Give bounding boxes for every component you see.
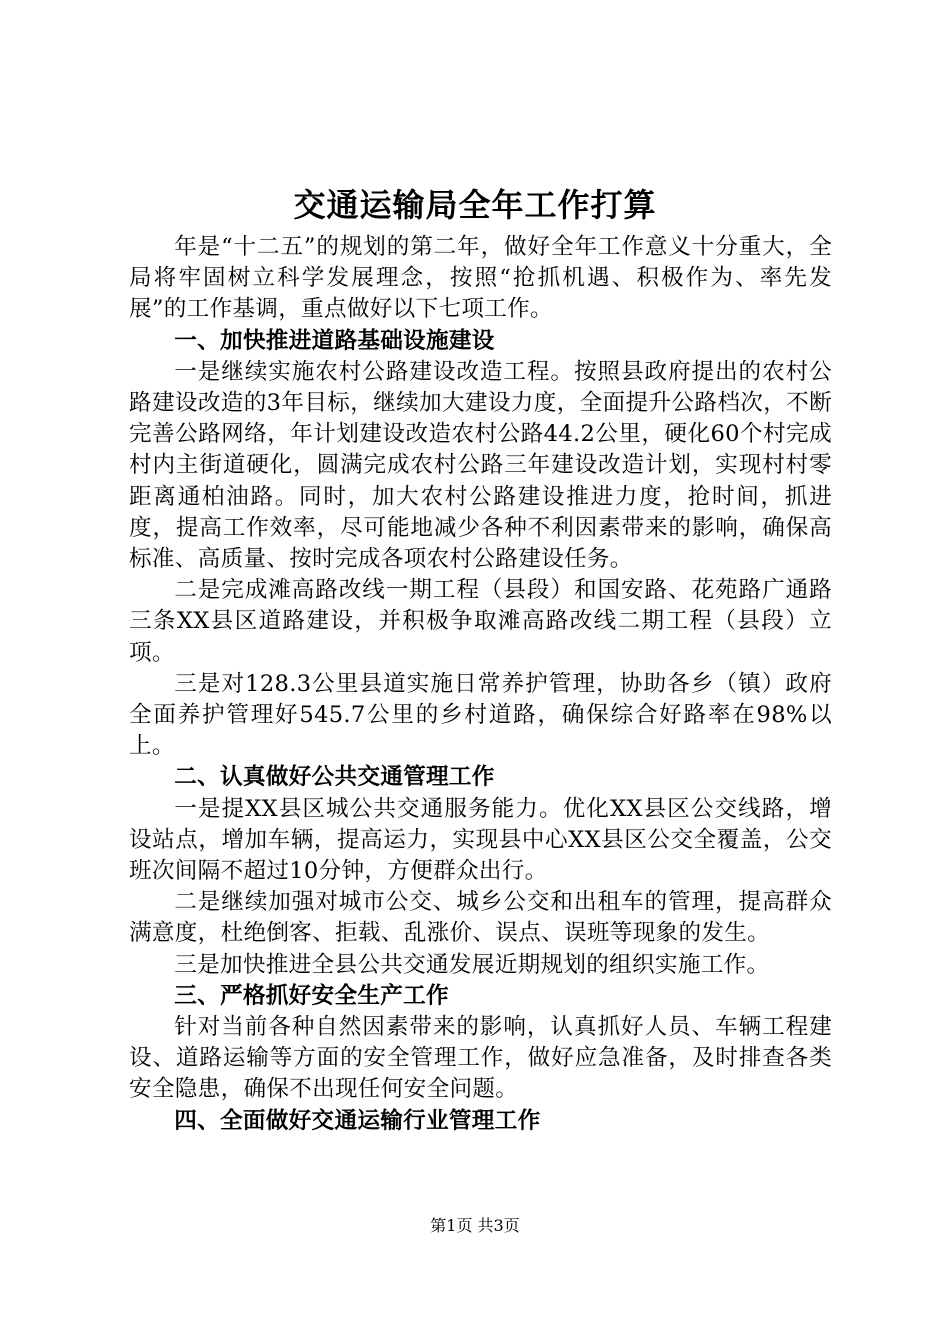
section-heading-2: 二、认真做好公共交通管理工作: [174, 764, 495, 791]
page-number-footer: 第1页 共3页: [430, 1216, 520, 1235]
document-body: [129, 232, 832, 1137]
paragraph-transit-2: 二是继续加强对城市公交、城乡公交和出租车的管理，提高群众满意度，杜绝倒客、拒载、乱涨价、误点、误班等现象的发生。: [129, 889, 832, 947]
section-heading-4: 四、全面做好交通运输行业管理工作: [174, 1107, 541, 1134]
section-heading-1: 一、加快推进道路基础设施建设: [174, 327, 495, 354]
section-heading-3: 三、严格抓好安全生产工作: [174, 982, 449, 1009]
paragraph-road-3: 三是对128.3公里县道实施日常养护管理，协助各乡（镇）政府全面养护管理好545.7公里的乡村道路，确保综合好路率在98%以上。: [129, 670, 832, 760]
paragraph-road-1: 一是继续实施农村公路建设改造工程。按照县政府提出的农村公路建设改造的3年目标，继续加大建设力度，全面提升公路档次，不断完善公路网络，年计划建设改造农村公路44.2公里，硬化60个村完成村内主街道硬化，圆满完成农村公路三年建设改造计划，实现村村零距离通柏油路。同时，加大农村公路建设推进力度，抢时间，抓进度，提高工作效率，尽可能地减少各种不利因素带来的影响，确保高标准、高质量、按时完成各项农村公路建设任务。: [129, 358, 832, 573]
intro-paragraph: 年是“十二五”的规划的第二年，做好全年工作意义十分重大，全局将牢固树立科学发展理念，按照“抢抓机遇、积极作为、率先发展”的工作基调，重点做好以下七项工作。: [129, 234, 832, 323]
paragraph-transit-3: 三是加快推进全县公共交通发展近期规划的组织实施工作。: [174, 951, 770, 978]
paragraph-road-2: 二是完成滩高路改线一期工程（县段）和国安路、花苑路广通路三条XX县区道路建设，并积极争取滩高路改线二期工程（县段）立项。: [129, 577, 832, 666]
paragraph-transit-1: 一是提XX县区城公共交通服务能力。优化XX县区公交线路，增设站点，增加车辆，提高运力，实现县中心XX县区公交全覆盖，公交班次间隔不超过10分钟，方便群众出行。: [129, 795, 833, 885]
paragraph-safety: 针对当前各种自然因素带来的影响，认真抓好人员、车辆工程建设、道路运输等方面的安全管理工作，做好应急准备，及时排查各类安全隐患，确保不出现任何安全问题。: [129, 1014, 832, 1103]
page-title: 交通运输局全年工作打算: [293, 186, 657, 224]
